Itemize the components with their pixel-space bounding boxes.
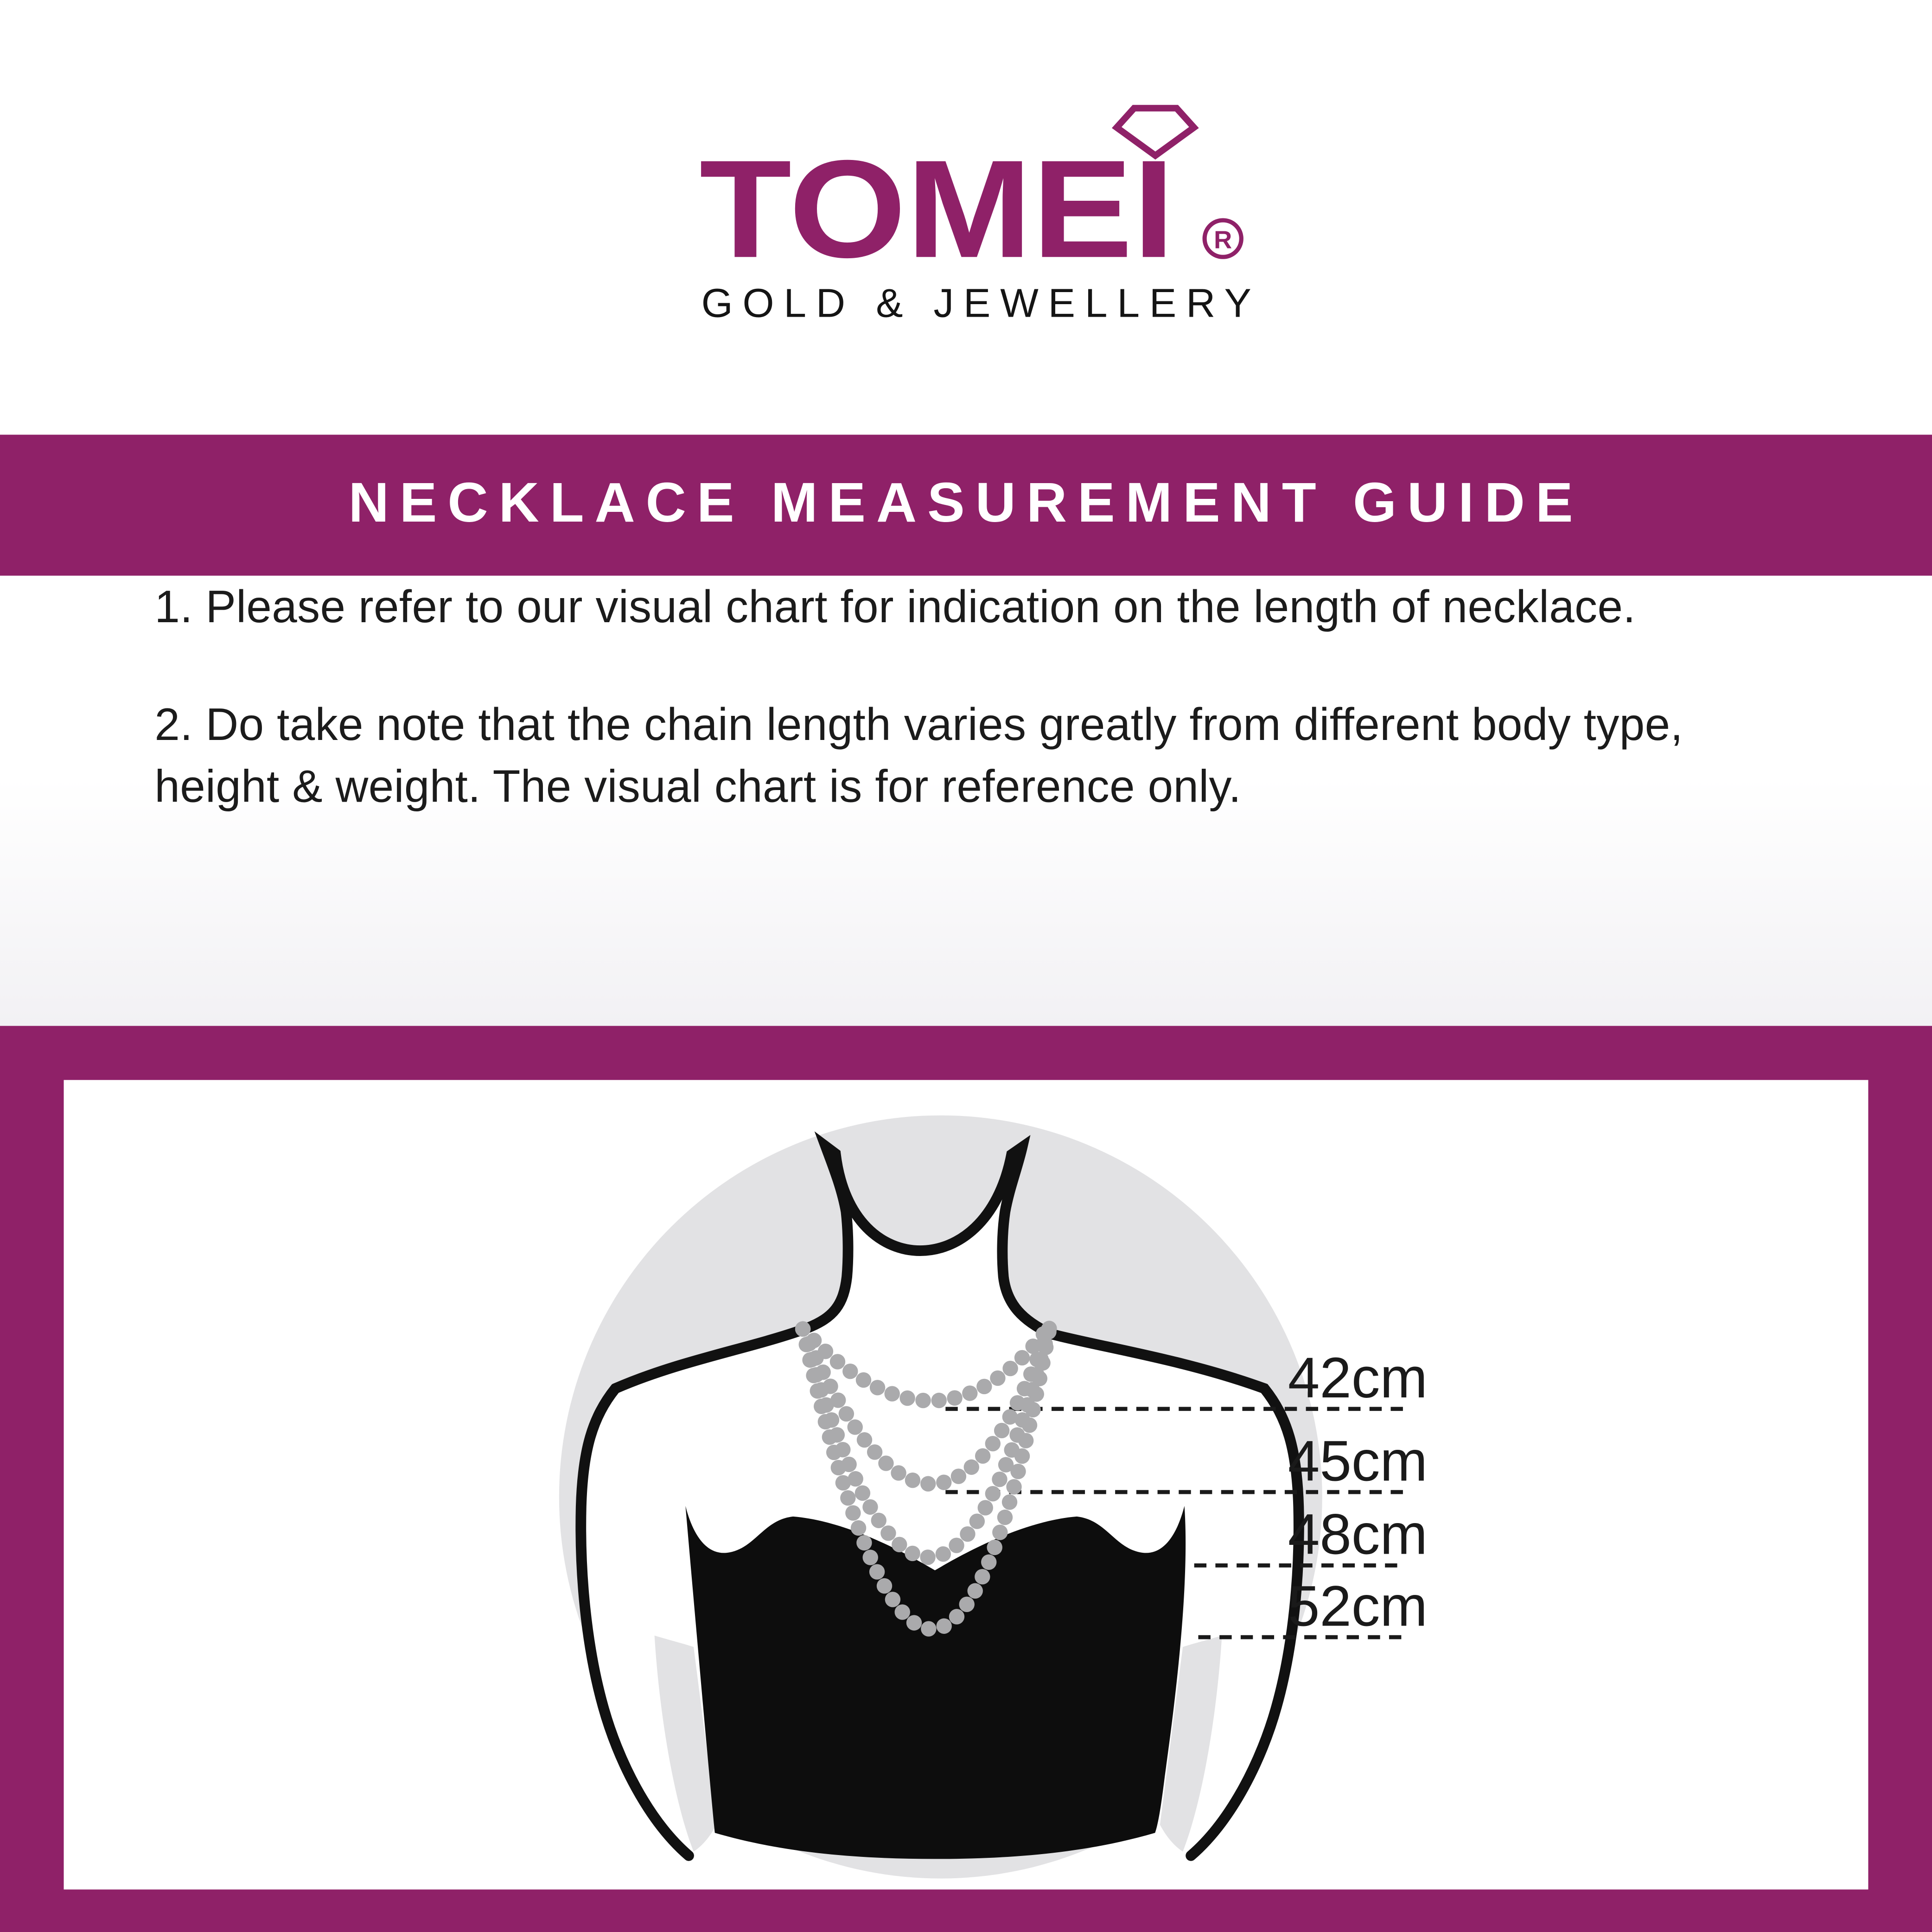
measure-label-42cm: 42cm bbox=[1288, 1346, 1428, 1410]
instruction-1: 1. Please refer to our visual chart for indication on the length of necklace. bbox=[154, 582, 1636, 632]
registered-mark-letter: R bbox=[1214, 226, 1232, 254]
measure-label-48cm: 48cm bbox=[1288, 1503, 1428, 1567]
brand-wordmark: TOMEI bbox=[699, 131, 1175, 269]
brand-subtitle: GOLD & JEWELLERY bbox=[701, 282, 1261, 327]
title-banner bbox=[0, 434, 1932, 576]
necklace-length-diagram bbox=[533, 1066, 1513, 1881]
brand-logo bbox=[699, 102, 1259, 268]
instruction-2: 2. Do take note that the chain length varies greatly from different body type, height & weight. The visual chart is for reference only. bbox=[154, 699, 1683, 812]
measure-label-45cm: 45cm bbox=[1288, 1429, 1428, 1493]
instructions-section bbox=[0, 576, 1932, 1026]
measure-label-52cm: 52cm bbox=[1288, 1575, 1428, 1639]
page-title: NECKLACE MEASUREMENT GUIDE bbox=[348, 473, 1584, 535]
